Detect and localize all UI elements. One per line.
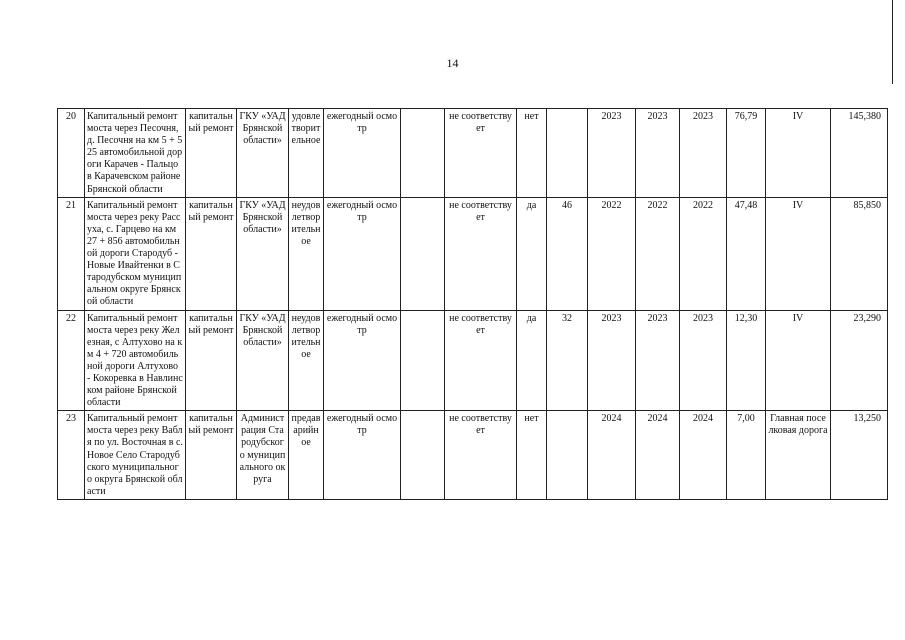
owner: ГКУ «УАД Брянской области» — [237, 197, 289, 310]
work-type: капитальный ремонт — [186, 109, 237, 198]
owner: ГКУ «УАД Брянской области» — [237, 109, 289, 198]
flag: нет — [517, 109, 547, 198]
compliance: не соответствует — [445, 310, 517, 411]
object-name: Капитальный ремонт моста через реку Вабля по ул. Восточная в с. Новое Село Стародубского муниципального округа Брянской области — [85, 411, 186, 500]
year-3: 2022 — [680, 197, 727, 310]
cost: 85,850 — [831, 197, 888, 310]
row-number: 22 — [58, 310, 85, 411]
table-row — [58, 411, 888, 500]
year-1: 2023 — [588, 310, 636, 411]
inspection: ежегодный осмотр — [324, 310, 401, 411]
compliance: не соответствует — [445, 411, 517, 500]
value — [547, 411, 588, 500]
year-1: 2022 — [588, 197, 636, 310]
inspection: ежегодный осмотр — [324, 411, 401, 500]
amount: 47,48 — [727, 197, 766, 310]
inspection: ежегодный осмотр — [324, 109, 401, 198]
category: IV — [766, 109, 831, 198]
cost: 145,380 — [831, 109, 888, 198]
object-name: Капитальный ремонт моста через реку Рассуха, с. Гарцево на км 27 + 856 автомобильной дороги Стародуб - Новые Ивайтенки в Стародубском муниципальном округе Брянской области — [85, 197, 186, 310]
work-type: капитальный ремонт — [186, 411, 237, 500]
owner: ГКУ «УАД Брянской области» — [237, 310, 289, 411]
margin-line — [892, 0, 893, 84]
year-2: 2023 — [636, 109, 680, 198]
flag: нет — [517, 411, 547, 500]
empty-cell — [401, 197, 445, 310]
work-type: капитальный ремонт — [186, 197, 237, 310]
category: Главная поселковая дорога — [766, 411, 831, 500]
year-2: 2024 — [636, 411, 680, 500]
year-3: 2023 — [680, 109, 727, 198]
condition: неудовлетворительное — [289, 310, 324, 411]
condition: предаварийное — [289, 411, 324, 500]
amount: 12,30 — [727, 310, 766, 411]
page-number: 14 — [446, 56, 459, 70]
object-name: Капитальный ремонт моста через реку Железная, с Алтухово на км 4 + 720 автомобильной дороги Алтухово - Кокоревка в Навлинском районе Брянской области — [85, 310, 186, 411]
cost: 13,250 — [831, 411, 888, 500]
object-name: Капитальный ремонт моста через Песочня, д. Песочня на км 5 + 525 автомобильной дороги Карачев - Пальцо в Карачевском районе Брянской области — [85, 109, 186, 198]
category: IV — [766, 310, 831, 411]
row-number: 23 — [58, 411, 85, 500]
year-1: 2024 — [588, 411, 636, 500]
amount: 76,79 — [727, 109, 766, 198]
owner: Администрация Стародубского муниципального округа — [237, 411, 289, 500]
bridge-repair-table — [57, 108, 888, 500]
year-3: 2024 — [680, 411, 727, 500]
inspection: ежегодный осмотр — [324, 197, 401, 310]
year-3: 2023 — [680, 310, 727, 411]
flag: да — [517, 197, 547, 310]
table-row — [58, 310, 888, 411]
value — [547, 109, 588, 198]
row-number: 21 — [58, 197, 85, 310]
empty-cell — [401, 411, 445, 500]
empty-cell — [401, 310, 445, 411]
year-1: 2023 — [588, 109, 636, 198]
amount: 7,00 — [727, 411, 766, 500]
category: IV — [766, 197, 831, 310]
year-2: 2022 — [636, 197, 680, 310]
condition: неудовлетворительное — [289, 197, 324, 310]
value: 46 — [547, 197, 588, 310]
row-number: 20 — [58, 109, 85, 198]
empty-cell — [401, 109, 445, 198]
condition: удовлетворительное — [289, 109, 324, 198]
value: 32 — [547, 310, 588, 411]
table-row — [58, 197, 888, 310]
work-type: капитальный ремонт — [186, 310, 237, 411]
compliance: не соответствует — [445, 197, 517, 310]
flag: да — [517, 310, 547, 411]
table-row — [58, 109, 888, 198]
compliance: не соответствует — [445, 109, 517, 198]
cost: 23,290 — [831, 310, 888, 411]
year-2: 2023 — [636, 310, 680, 411]
